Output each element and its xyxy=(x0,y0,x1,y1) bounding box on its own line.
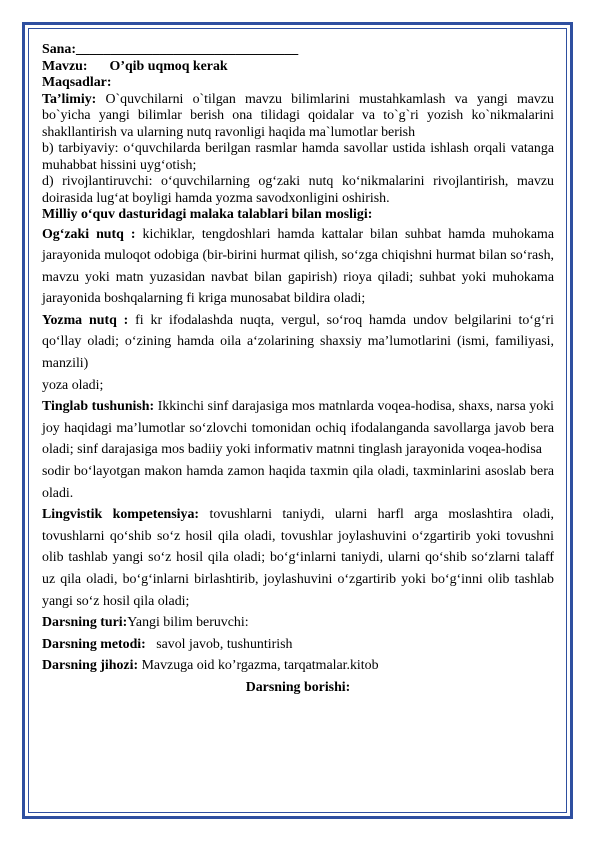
listening-paragraph xyxy=(42,396,554,461)
topic-value: O’qib uqmoq kerak xyxy=(109,58,228,74)
lesson-method-line xyxy=(42,634,554,656)
listening-label: Tinglab tushunish: xyxy=(42,399,155,415)
lesson-method-label: Darsning metodi: xyxy=(42,636,146,652)
written-speech-paragraph xyxy=(42,310,554,375)
lesson-progress-heading: Darsning borishi: xyxy=(245,679,351,695)
written-speech-text: fi kr ifodalashda nuqta, vergul, so‘roq hamda undov belgilarini to‘g‘ri qo‘llay oladi; o‘zining hamda oila a‘zolarining shaxsiy ma’lumotlarini (ismi, familiyasi, manzili) xyxy=(42,312,554,372)
listening-tail: sodir bo‘layotgan makon hamda zamon haqida taxmin qila oladi, taxminlarini asoslab bera oladi. xyxy=(42,464,554,501)
listening-text: Ikkinchi sinf darajasiga mos matnlarda voqea-hodisa, shaxs, narsa yoki joy haqidagi ma’lumotlar so‘zlovchi tomonidan ochiq ifodalanganda savollarga javob bera oladi; sinf darajasiga mos badiiy yoki informativ matnni tinglash jarayonida voqea-hodisa xyxy=(42,399,554,458)
lesson-type-line xyxy=(42,612,554,634)
linguistic-label: Lingvistik kompetensiya: xyxy=(42,507,200,523)
developmental-goal: d) rivojlantiruvchi: o‘quvchilarning og‘zaki nutq ko‘nikmalarini rivojlantirish, mavzu doirasida lug‘at boyligi hamda yozma savodxonligini oshirish. xyxy=(42,174,554,206)
lesson-equipment-value: Mavzuga oid ko’rgazma, tarqatmalar.kitob xyxy=(138,658,379,674)
linguistic-text: tovushlarni taniydi, ularni harfl arga moslashtira oladi, tovushlarni qo‘shib so‘z hosil qila oladi, tovushlar joylashuvini o‘zgartirib yoki tovushni olib tashlab yangi so‘z hosil qila oladi; bo‘g‘inlarni taniydi, ularni qo‘shib so‘zlarni talaff uz qila oladi, bo‘g‘inlarni birlashtirib, joylashuvini o‘zgartirib yoki bo‘g‘inni olib tashlab yangi so‘z hosil qila oladi; xyxy=(42,507,555,609)
oral-speech-label: Og‘zaki nutq : xyxy=(42,226,136,242)
lesson-equipment-label: Darsning jihozi: xyxy=(42,658,139,674)
date-label: Sana: xyxy=(42,42,76,57)
linguistic-paragraph xyxy=(42,504,554,612)
goals-heading: Maqsadlar: xyxy=(42,75,112,90)
written-speech-label: Yozma nutq : xyxy=(42,312,129,328)
oral-speech-text: kichiklar, tengdoshlari hamda kattalar bilan suhbat hamda muhokama jarayonida muloqot odobiga (bir-birini hurmat qilish, so‘zga chiqishni hurmat bilan so‘rash, mavzu yoki matn yuzasidan navbat bilan gapirish) rioya qiladi; suhbat yoki muhokama jarayonida boshqalarning fi kriga munosabat bildira oladi; xyxy=(42,226,554,307)
educational-goal-text: O`quvchilarni o`tilgan mavzu bilimlarini mustahkamlash va yangi mavzu bo`yicha yangi bilimlar berish ona tilidagi qoidalar va to`g`ri yozish ko`nikmalarini shakllantirish va ularning nutq ravonligi haqida ma`lumotlar berish xyxy=(42,91,554,140)
educational-goal xyxy=(42,92,554,142)
written-speech-tail: yoza oladi; xyxy=(42,377,104,393)
topic-label: Mavzu: xyxy=(42,58,88,74)
lesson-method-value: savol javob, tushuntirish xyxy=(145,636,293,652)
educational-goal-label: Ta’limiy: xyxy=(42,91,97,107)
oral-speech-paragraph xyxy=(42,224,554,310)
curriculum-compliance-heading: Milliy o‘quv dasturidagi malaka talablari bilan mosligi: xyxy=(42,207,373,222)
lesson-type-value: Yangi bilim beruvchi: xyxy=(127,615,249,631)
lesson-plan xyxy=(42,42,554,699)
lesson-type-label: Darsning turi: xyxy=(42,615,128,631)
date-line xyxy=(42,42,554,59)
lesson-equipment-line xyxy=(42,655,554,677)
topic-line xyxy=(42,59,554,76)
upbringing-goal: b) tarbiyaviy: o‘quvchilarda berilgan rasmlar hamda savollar ustida ishlash orqali vatanga muhabbat hissini uyg‘otish; xyxy=(42,141,554,173)
date-blank: ________________________________ xyxy=(75,42,299,57)
